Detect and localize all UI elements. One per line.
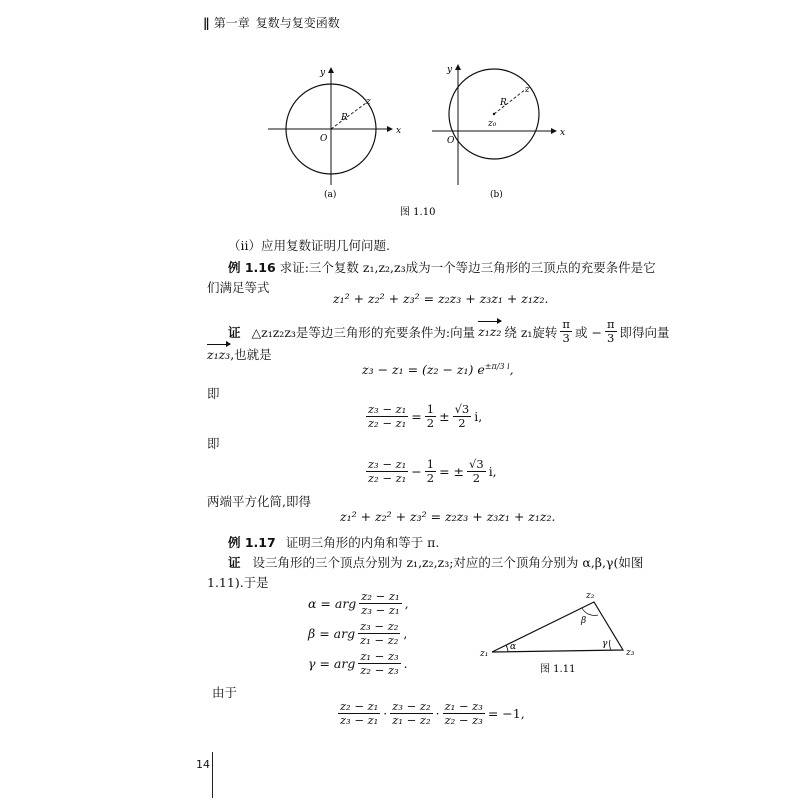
x-label-b: x — [560, 128, 566, 138]
ji-1: 即 — [207, 386, 220, 401]
example-1-17-text: 证明三角形的内角和等于 π. — [285, 535, 440, 550]
y-label-a: y — [320, 68, 326, 78]
vector-z1z2: z₁z₂ — [478, 324, 502, 340]
angle-beta: β — [581, 616, 587, 626]
radius-b — [494, 89, 526, 114]
example-1-17-line — [228, 533, 439, 551]
section-heading: （ⅱ）应用复数证明几何问题. — [228, 238, 390, 253]
equation-4: $\frac{\text{z₃ − z₁}}{\text{z₂ − z₁}}$ − $\frac{1}{2}$ = ± $\frac{√3}{2}$ i, — [368, 457, 497, 486]
example-1-16-line-2: 们满足等式 — [207, 280, 270, 295]
origin-b: O — [447, 136, 455, 146]
beta-equation: β = arg $\frac{\text{z₃ − z₂}}{\text{z₁ − z₂}}$ , — [308, 619, 408, 648]
chapter-label: 第一章 — [213, 16, 250, 30]
caption-a: (a) — [324, 190, 337, 200]
proof-2-line-2: 1.11).于是 — [207, 575, 269, 590]
figure-1-11-caption: 图 1.11 — [540, 664, 576, 675]
proof-label: 证 — [228, 324, 241, 340]
caption-b: (b) — [490, 190, 503, 200]
equation-1: z₁² + z₂² + z₃² = z₂z₃ + z₃z₁ + z₁z₂. — [333, 291, 549, 306]
r-label-b: R — [500, 98, 507, 108]
x-label-a: x — [396, 126, 402, 136]
product-equation: $\frac{\text{z₂ − z₁}}{\text{z₃ − z₁}}$ · $\frac{\text{z₃ − z₂}}{\text{z₁ − z₂}}$ · $\frac{\text{z₁ − z₃}}{\text{z₂ − z₃}}$ = −1, — [340, 699, 525, 728]
gamma-equation: γ = arg $\frac{\text{z₁ − z₃}}{\text{z₂ − z₃}}$ . — [308, 649, 408, 678]
ji-2: 即 — [207, 436, 220, 451]
z-label-a: z — [366, 97, 371, 107]
example-1-16-line-1 — [228, 258, 656, 276]
origin-a: O — [320, 134, 328, 144]
equation-2: z₃ − z₁ = (z₂ − z₁) $e^{\pm\pi/3 i}$, — [362, 362, 514, 378]
proof-line-2: z₁z₃,也就是 — [207, 347, 272, 362]
equation-5: z₁² + z₂² + z₃² = z₂z₃ + z₃z₁ + z₁z₂. — [340, 509, 556, 524]
figure-1-11 — [470, 585, 650, 680]
vertex-z3: z₃ — [626, 648, 635, 658]
figure-1-10-caption: 图 1.10 — [400, 207, 436, 218]
vertex-z2: z₂ — [586, 591, 595, 601]
example-1-17-label: 例 1.17 — [228, 535, 276, 550]
angle-gamma: γ — [602, 639, 608, 649]
chapter-title: 复数与复变函数 — [255, 16, 340, 30]
z0-label-b: z₀ — [488, 119, 497, 129]
square-simplify-text: 两端平方化简,即得 — [207, 494, 311, 509]
vertex-z1: z₁ — [480, 649, 489, 659]
r-label-a: R — [341, 113, 348, 123]
alpha-equation: α = arg $\frac{\text{z₂ − z₁}}{\text{z₃ − z₁}}$ , — [308, 589, 409, 618]
equation-3: $\frac{\text{z₃ − z₁}}{\text{z₂ − z₁}}$ = $\frac{1}{2}$ ± $\frac{√3}{2}$ i, — [368, 402, 483, 431]
fraction-pi-3: $\frac{\pi}{3}$ — [562, 317, 570, 346]
y-label-b: y — [447, 65, 453, 75]
example-1-16-label: 例 1.16 — [228, 260, 276, 275]
page-number: 14 — [196, 758, 210, 771]
example-1-16-text: 求证:三个复数 z₁,z₂,z₃成为一个等边三角形的三顶点的充要条件是它 — [279, 260, 656, 275]
youyu-text: 由于 — [212, 685, 238, 700]
angle-alpha: α — [510, 642, 517, 652]
page-margin-line — [212, 752, 213, 798]
figure-a — [268, 68, 401, 200]
figure-1-10 — [0, 0, 800, 230]
header-marker: || — [203, 15, 208, 30]
proof-2-line-1: 证 设三角形的三个顶点分别为 z₁,z₂,z₃;对应的三个顶角分别为 α,β,γ(如图 — [228, 555, 644, 570]
fraction-pi-3-neg: $\frac{\pi}{3}$ — [606, 317, 615, 346]
z-label-b: z — [525, 85, 530, 95]
proof-line-1: 证 △z₁z₂z₃是等边三角形的充要条件为:向量 z₁z₂ 绕 z₁旋转 $\frac{\pi}{3}$ 或 − $\frac{\pi}{3}$ 即得向量 — [228, 317, 670, 346]
figure-b — [432, 65, 565, 200]
vector-z1z3: z₁z₃ — [207, 347, 231, 362]
radius-a — [331, 103, 366, 129]
